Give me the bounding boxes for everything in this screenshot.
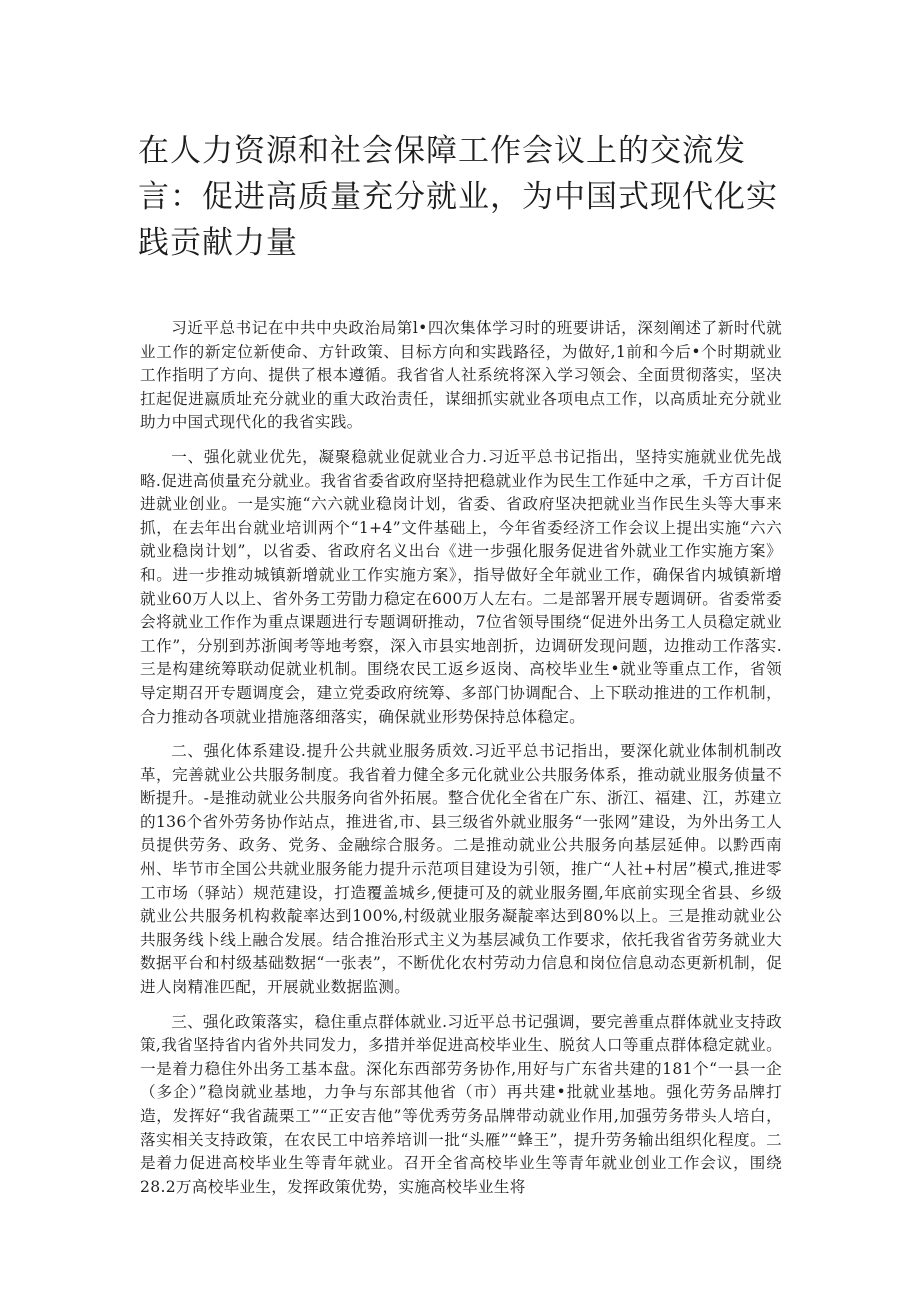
document-title: 在人力资源和社会保障工作会议上的交流发言：促进高质量充分就业，为中国式现代化实践贡献力量 (138, 133, 778, 261)
document-body (138, 317, 782, 1199)
paragraph-intro: 习近平总书记在中共中央政治局第l•四次集体学习时的班要讲话，深刻阐述了新时代就业工作的新定位新使命、方针政策、目标方向和实践路径，为做好,1前和今后•个时期就业工作指明了方向、提供了根本遵循。我省省人社系统将深入学习领会、全面贯彻落实，坚决扛起促进嬴质址充分就业的重大政治责任，谋细抓实就业各项电点工作，以高质址充分就业助力中国式现代化的我省实践。 (140, 319, 782, 432)
paragraph-section-1: 一、强化就业优先，凝聚稳就业促就业合力.习近平总书记指出，坚持实施就业优先战略.促进高侦量充分就业。我省省委省政府坚持把稳就业作为民生工作延中之承，千方百计促进就业创业。一是实施“六六就业稳岗计划，省委、省政府坚决把就业当作民生头等大事来抓，在去年出台就业培训两个“1+4”文件基础上，今年省委经济工作会议上提出实施“六六就业稳岗计划”，以省委、省政府名义出台《进一步强化服务促进省外就业工作实施方案》和。进一步推动城镇新增就业工作实施方案》，指导做好全年就业工作，确保省内城镇新增就业60万人以上、省外务工劳勖力稳定在600万人左右。二是部署开展专题调研。省委常委会将就业工作作为重点课题进行专题调研推动，7位省领导围绕“促进外出务工人员稳定就业工作”，分别到苏浙闽考等地考察，深入市县实地剖折，边调研发现问题，边推动工作落实.三是构建统筹联动促就业机制。围绕农民工返乡返岗、高校毕业生•就业等重点工作，省领导定期召开专题调度会，建立党委政府统筹、多部门协调配合、上下联动推进的工作机制，合力推动各项就业措施落细落实，确保就业形势保持总体稳定。 (140, 447, 782, 726)
paragraph-section-3: 三、强化政策落实，稳住重点群体就业.习近平总书记强调，要完善重点群体就业支持政策,我省坚持省内省外共同发力，多措并举促进高校毕业生、脱贫人口等重点群体稳定就业。一是着力稳住外出务工基本盘。深化东西部劳务协作,用好与广东省共建的181个“一县一企（多企）”稳岗就业基地，力争与东部其他省（市）再共建•批就业基地。强化劳务品牌打造，发挥好“我省蔬栗工”“正安吉他”等优秀劳务品牌带动就业作用,加强劳务带头人培白，落实相关支持政策，在农民工中培养培训一批“头雁”“蜂王”，提升劳务输出组织化程度。二是着力促进高校毕业生等青年就业。召开全省高校毕业生等青年就业创业工作会议，围绕28.2万高校毕业生，发挥政策优势，实施高校毕业生将 (140, 1012, 782, 1196)
paragraph-section-2: 二、强化体系建设.提升公共就业服务质效.习近平总书记指出，要深化就业体制机制改革，完善就业公共服务制度。我省着力健全多元化就业公共服务体系，推动就业服务侦量不断提升。-是推动就业公共服务向省外拓展。整合优化全省在广东、浙江、福建、江，苏建立的136个省外劳务协作站点，推进省,市、县三级省外就业服务“一张网”建设，为外出务工人员提供劳务、政务、党务、金融综合服务。二是推动就业公共服务向基层延伸。以黔西南州、毕节市全国公共就业服务能力提升示范项目建设为引领，推广“人社+村居”模式,推进零工市场（驿站）规范建设，打造覆盖城乡,便捷可及的就业服务圈,年底前实现全省县、乡级就业公共服务机构救靛率达到100%,村级就业服务凝靛率达到80%以上。三是推动就业公共服务线卜线上融合发展。结合推治形式主义为基层减负工作要求，依托我省省劳务就业大数据平台和村级基础数据“一张表”，不断优化农村劳动力信息和岗位信息动态更新机制，促进人岗精准匹配，开展就业数据监测。 (140, 742, 782, 997)
